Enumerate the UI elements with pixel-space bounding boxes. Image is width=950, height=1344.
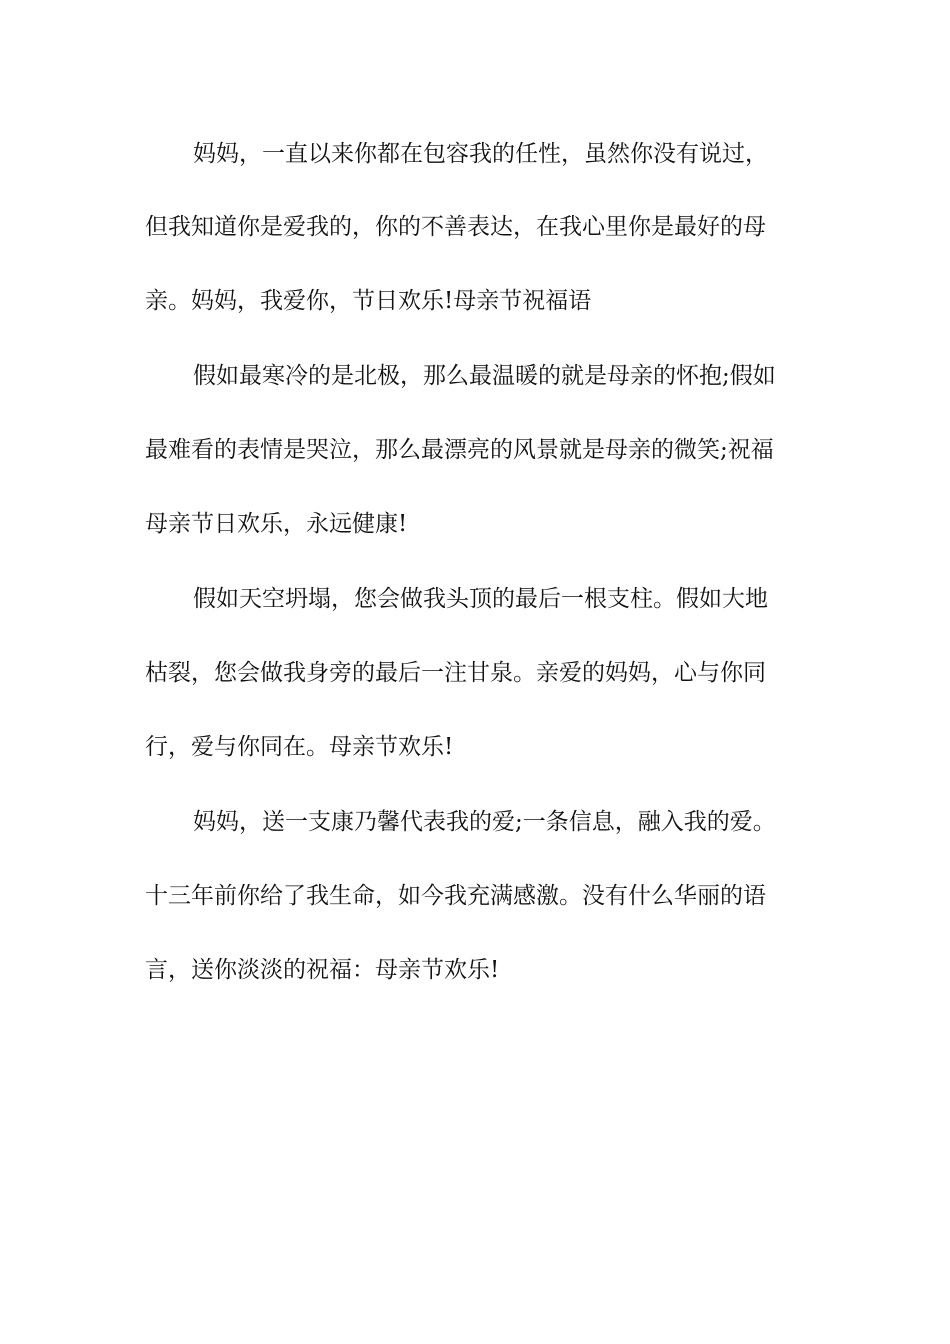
paragraph-line: 言，送你淡淡的祝福：母亲节欢乐! [145,957,500,983]
paragraph-line: 最难看的表情是哭泣，那么最漂亮的风景就是母亲的微笑;祝福 [145,437,774,463]
paragraph-line: 妈妈，送一支康乃馨代表我的爱;一条信息，融入我的爱。 [193,809,776,835]
paragraph-line: 十三年前你给了我生命，如今我充满感激。没有什么华丽的语 [145,883,766,909]
paragraph-line: 假如最寒冷的是北极，那么最温暖的就是母亲的怀抱;假如 [193,363,776,389]
paragraph-line: 母亲节日欢乐，永远健康! [145,511,408,537]
paragraph-line: 行，爱与你同在。母亲节欢乐! [145,734,454,760]
paragraph-line: 但我知道你是爱我的，你的不善表达，在我心里你是最好的母 [145,214,766,240]
paragraph-line: 假如天空坍塌，您会做我头顶的最后一根支柱。假如大地 [193,586,768,612]
paragraph-line: 妈妈，一直以来你都在包容我的任性，虽然你没有说过， [193,141,768,167]
paragraph-line: 亲。妈妈，我爱你，节日欢乐!母亲节祝福语 [145,288,592,314]
paragraph-line: 枯裂，您会做我身旁的最后一注甘泉。亲爱的妈妈，心与你同 [145,660,766,686]
